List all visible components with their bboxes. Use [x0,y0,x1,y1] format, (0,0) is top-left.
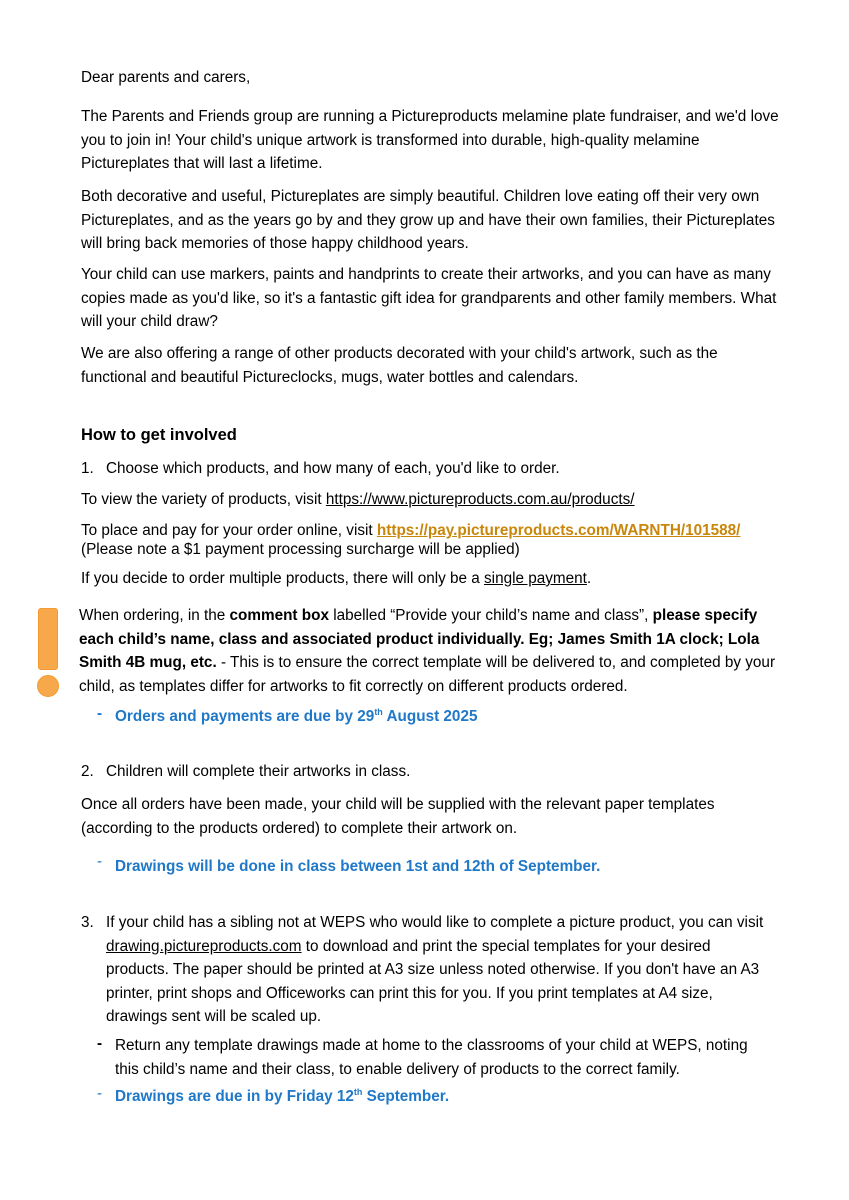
please-specify-text: please specify each child’s name, class and associated product individually. Eg; James Smith 1A clock; Lola Smith 4B mug, etc. [79,607,760,671]
step-1-number: 1. [81,460,94,477]
dash-bullet: - [97,1085,103,1102]
comment-text-e: - This is to ensure the correct template will be delivered to, and completed by your child, as templates differ for artworks to fit correctly on different products ordered. [79,654,776,695]
comment-text-c: labelled “Provide your child’s name and class”, [328,607,653,624]
multiple-suffix: . [586,570,592,587]
exclamation-dot-icon [37,675,59,697]
section-heading: How to get involved [81,426,237,444]
drawing-templates-link[interactable]: drawing.pictureproducts.com [106,937,302,955]
return-drawings-instruction: Return any template drawings made at home to the classrooms of your child at WEPS, noting this child’s name and their class, to enable delivery of products to the correct family. [115,1037,748,1078]
intro-paragraph-4: We are also offering a range of other products decorated with your child's artwork, such as the functional and beautiful Pictureclocks, mugs, water bottles and calendars. [81,345,718,386]
comment-box-label: comment box [229,607,329,624]
orders-due-date: Orders and payments are due by 29th August 2025 [115,706,478,725]
dash-bullet: - [97,705,103,722]
step-1-text: Choose which products, and how many of each, you'd like to order. [106,460,560,477]
drawings-due-date: Drawings are due in by Friday 12th September. [115,1086,450,1105]
pay-online-prefix: To place and pay for your order online, visit [81,522,377,539]
templates-paragraph: Once all orders have been made, your child will be supplied with the relevant paper templates (according to the products ordered) to complete their artwork on. [81,796,715,837]
comment-text-a: When ordering, in the [79,607,230,624]
single-payment-text: single payment [484,570,587,587]
surcharge-note: (Please note a $1 payment processing surcharge will be applied) [81,541,520,558]
view-products-prefix: To view the variety of products, visit [81,491,326,508]
step-3-text: If your child has a sibling not at WEPS who would like to complete a picture product, you can visit drawing.pictureproducts.com to download and print the special templates for your desired products. The paper should be printed at A3 size unless noted otherwise. If you don't have an A3 printer, print shops and Officeworks can print this for you. If you print templates at A4 size, drawings sent will be scaled up. [106,914,764,1025]
drawings-in-class-date: Drawings will be done in class between 1st and 12th of September. [115,858,601,875]
multiple-prefix: If you decide to order multiple products, there will only be a [81,570,485,587]
multiple-products-line [81,567,781,591]
dash-bullet: - [97,1035,103,1052]
greeting: Dear parents and carers, [81,69,251,86]
step-2-number: 2. [81,763,94,780]
intro-paragraph-2: Both decorative and useful, Pictureplates are simply beautiful. Children love eating off their very own Pictureplates, and as the years go by and they grow up and have their own families, their Pictureplates will bring back memories of those happy childhood years. [81,188,775,252]
exclamation-icon [38,608,58,670]
step-2-text: Children will complete their artworks in class. [106,763,411,780]
comment-box-instructions [79,604,789,698]
view-products-line [81,488,781,512]
intro-paragraph-3: Your child can use markers, paints and handprints to create their artworks, and you can have as many copies made as you'd like, so it's a fantastic gift idea for grandparents and other family members. What will your child draw? [81,266,777,330]
intro-paragraph-1: The Parents and Friends group are running a Pictureproducts melamine plate fundraiser, and we'd love you to join in! Your child's unique artwork is transformed into durable, high-quality melamine Pictureplates that will last a lifetime. [81,108,779,172]
products-link[interactable]: https://www.pictureproducts.com.au/products/ [325,491,635,508]
payment-link[interactable]: https://pay.pictureproducts.com/WARNTH/101588/ [376,522,741,539]
dash-bullet: - [97,853,103,870]
step-3-number: 3. [81,914,94,931]
